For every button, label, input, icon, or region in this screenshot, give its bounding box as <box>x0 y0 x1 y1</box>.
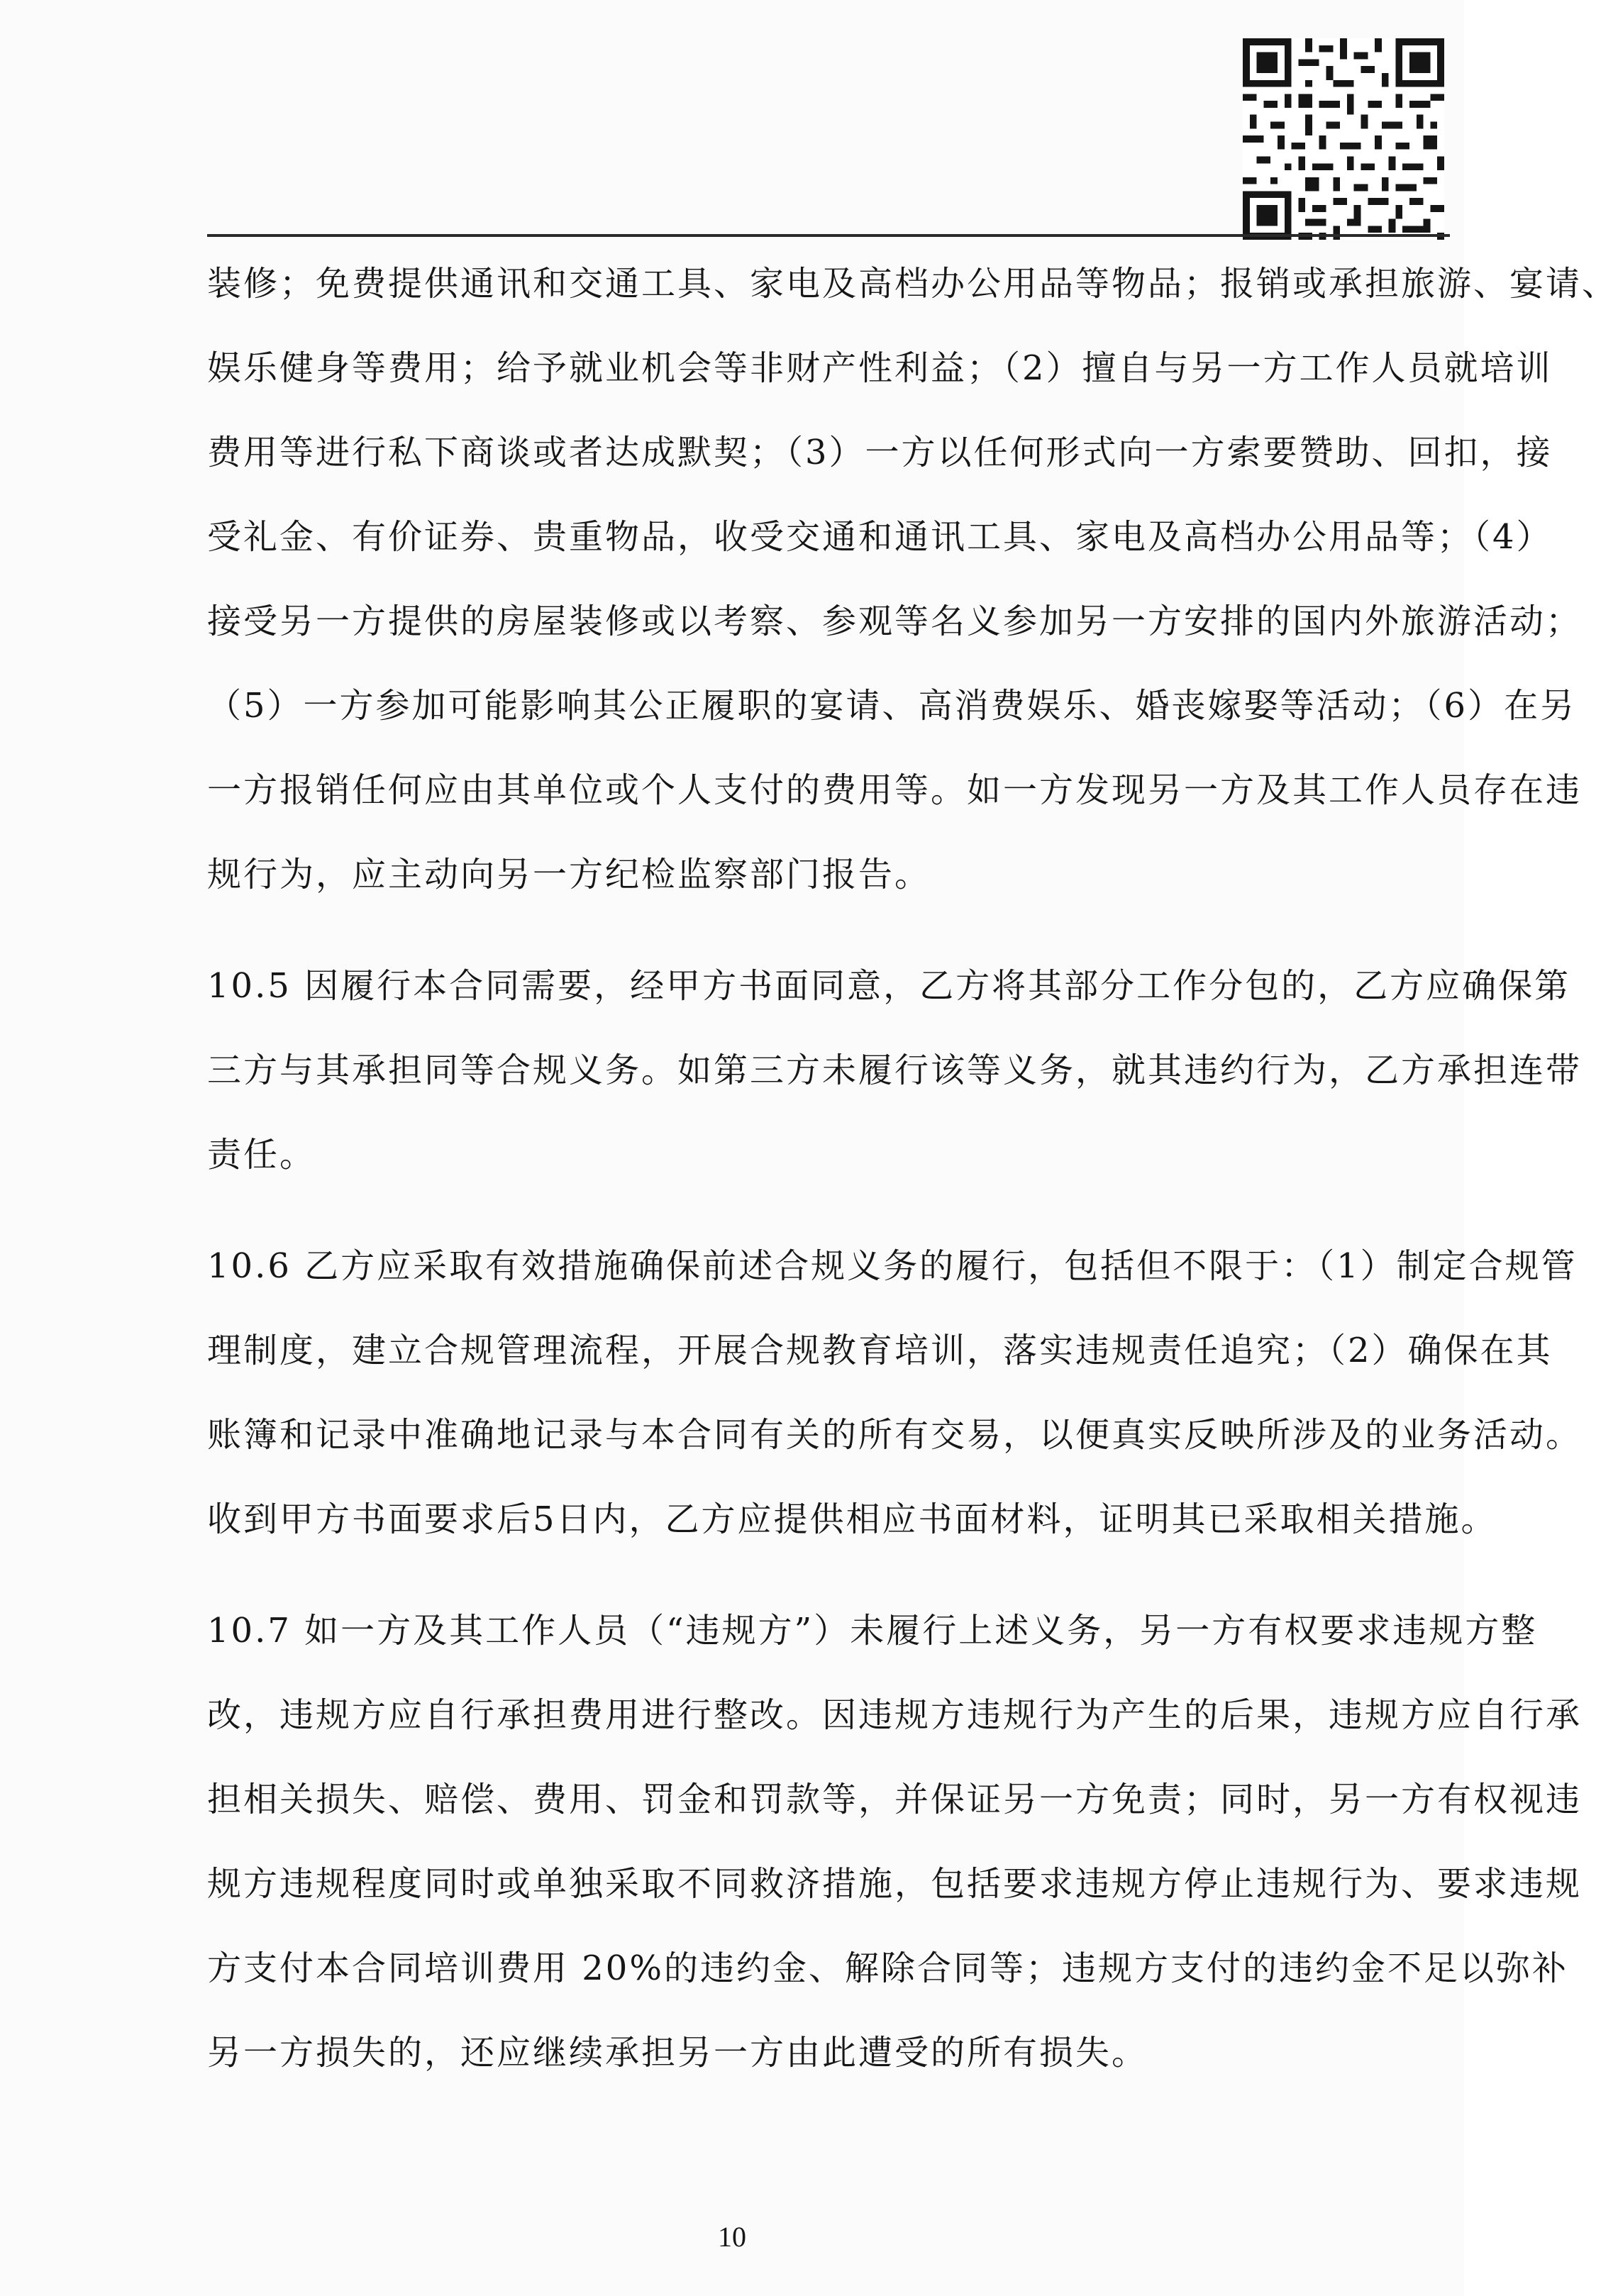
clause-10-7-line: 方支付本合同培训费用 20%的违约金、解除合同等；违规方支付的违约金不足以弥补 <box>207 1948 1568 1988</box>
header-rule <box>207 234 1450 237</box>
clause-10-5-line: 责任。 <box>207 1135 316 1175</box>
clause-10-6-line: 10.6 乙方应采取有效措施确保前述合规义务的履行，包括但不限于：（1）制定合规管 <box>207 1246 1578 1286</box>
clause-10-6-line: 理制度，建立合规管理流程，开展合规教育培训，落实违规责任追究；（2）确保在其 <box>207 1331 1553 1370</box>
body-text-line: 娱乐健身等费用；给予就业机会等非财产性利益；（2）擅自与另一方工作人员就培训 <box>207 348 1553 388</box>
clause-10-7-line: 改，违规方应自行承担费用进行整改。因违规方违规行为产生的后果，违规方应自行承 <box>207 1695 1583 1735</box>
clause-10-7-line: 10.7 如一方及其工作人员（“违规方”）未履行上述义务，另一方有权要求违规方整 <box>207 1611 1538 1651</box>
clause-10-6-line: 收到甲方书面要求后5日内，乙方应提供相应书面材料，证明其已采取相关措施。 <box>207 1499 1497 1539</box>
body-text-line: 一方报销任何应由其单位或个人支付的费用等。如一方发现另一方及其工作人员存在违 <box>207 770 1583 810</box>
clause-10-5-line: 10.5 因履行本合同需要，经甲方书面同意，乙方将其部分工作分包的，乙方应确保第 <box>207 966 1571 1006</box>
clause-10-7-line: 担相关损失、赔偿、费用、罚金和罚款等，并保证另一方免责；同时，另一方有权视违 <box>207 1780 1583 1819</box>
body-text-line: 接受另一方提供的房屋装修或以考察、参观等名义参加另一方安排的国内外旅游活动； <box>207 601 1583 641</box>
body-text-line: 受礼金、有价证券、贵重物品，收受交通和通讯工具、家电及高档办公用品等；（4） <box>207 517 1553 557</box>
clause-10-7-line: 另一方损失的，还应继续承担另一方由此遭受的所有损失。 <box>207 2033 1148 2073</box>
page-number: 10 <box>718 2221 746 2253</box>
clause-10-6-line: 账簿和记录中准确地记录与本合同有关的所有交易，以便真实反映所涉及的业务活动。 <box>207 1415 1583 1455</box>
body-text-line: 费用等进行私下商谈或者达成默契；（3）一方以任何形式向一方索要赞助、回扣，接 <box>207 433 1553 472</box>
body-text-line: 规行为，应主动向另一方纪检监察部门报告。 <box>207 855 931 894</box>
body-text-line: （5）一方参加可能影响其公正履职的宴请、高消费娱乐、婚丧嫁娶等活动；（6）在另 <box>207 686 1577 726</box>
body-text-line: 装修；免费提供通讯和交通工具、家电及高档办公用品等物品；报销或承担旅游、宴请、 <box>207 264 1618 304</box>
clause-10-5-line: 三方与其承担同等合规义务。如第三方未履行该等义务，就其违约行为，乙方承担连带 <box>207 1050 1583 1090</box>
clause-10-7-line: 规方违规程度同时或单独采取不同救济措施，包括要求违规方停止违规行为、要求违规 <box>207 1864 1583 1904</box>
qr-code-image <box>1243 38 1444 240</box>
